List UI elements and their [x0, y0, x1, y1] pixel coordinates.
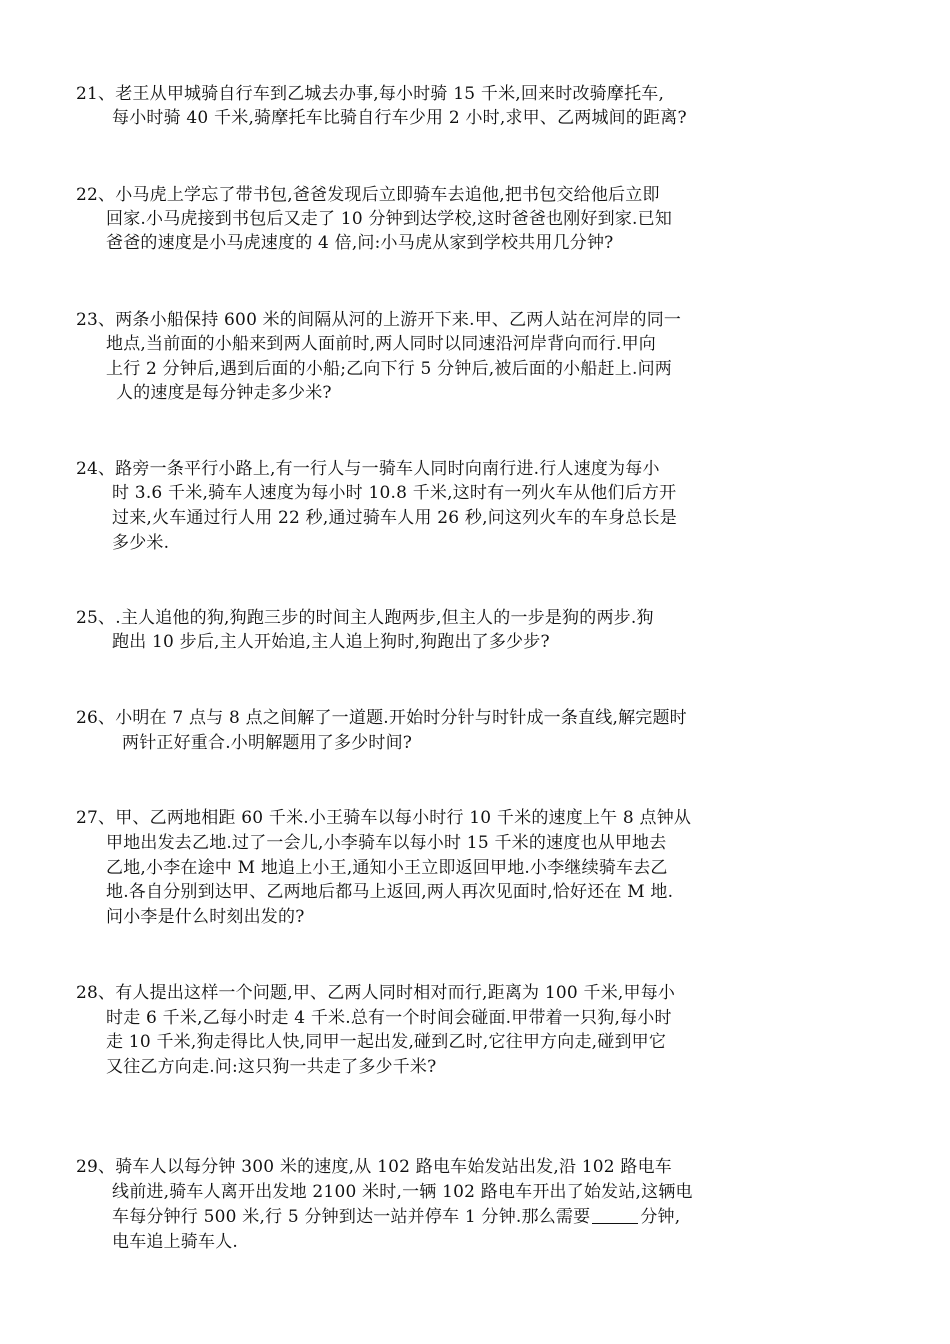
- problem-line: 27、甲、乙两地相距 60 千米.小王骑车以每小时行 10 千米的速度上午 8 点钟从: [76, 808, 692, 828]
- problem-line: 地点,当前面的小船来到两人面前时,两人同时以同速沿河岸背向而行.甲向: [106, 334, 657, 354]
- problem-line: 25、.主人追他的狗,狗跑三步的时间主人跑两步,但主人的一步是狗的两步.狗: [76, 608, 654, 628]
- problem-line: 23、两条小船保持 600 米的间隔从河的上游开下来.甲、乙两人站在河岸的同一: [76, 310, 682, 330]
- problem-line: 线前进,骑车人离开出发地 2100 米时,一辆 102 路电车开出了始发站,这辆电: [112, 1182, 693, 1202]
- problem-line: 走 10 千米,狗走得比人快,同甲一起出发,碰到乙时,它往甲方向走,碰到甲它: [106, 1032, 667, 1052]
- problem-line: 问小李是什么时刻出发的?: [106, 907, 305, 927]
- problem-line: 甲地出发去乙地.过了一会儿,小李骑车以每小时 15 千米的速度也从甲地去: [106, 833, 667, 853]
- problem-text: 车每分钟行 500 米,行 5 分钟到达一站并停车 1 分钟.那么需要: [112, 1207, 591, 1227]
- problem-line: 上行 2 分钟后,遇到后面的小船;乙向下行 5 分钟后,被后面的小船赶上.问两: [106, 359, 672, 379]
- problem-line: 人的速度是每分钟走多少米?: [116, 383, 332, 403]
- problem-line-with-blank: [112, 1205, 680, 1229]
- problem-line: 时走 6 千米,乙每小时走 4 千米.总有一个时间会碰面.甲带着一只狗,每小时: [106, 1008, 672, 1028]
- problem-line: 两针正好重合.小明解题用了多少时间?: [122, 733, 413, 753]
- problem-line: 又往乙方向走.问:这只狗一共走了多少千米?: [106, 1057, 437, 1077]
- problem-line: 28、有人提出这样一个问题,甲、乙两人同时相对而行,距离为 100 千米,甲每小: [76, 983, 676, 1003]
- problem-line: 24、路旁一条平行小路上,有一行人与一骑车人同时向南行进.行人速度为每小: [76, 459, 660, 479]
- problem-line: 26、小明在 7 点与 8 点之间解了一道题.开始时分针与时针成一条直线,解完题时: [76, 708, 687, 728]
- problem-line: 地.各自分别到达甲、乙两地后都马上返回,两人再次见面时,恰好还在 M 地.: [106, 882, 674, 902]
- problem-line: 电车追上骑车人.: [112, 1232, 239, 1252]
- problem-line: 每小时骑 40 千米,骑摩托车比骑自行车少用 2 小时,求甲、乙两城间的距离?: [112, 108, 687, 128]
- problem-line: 21、老王从甲城骑自行车到乙城去办事,每小时骑 15 千米,回来时改骑摩托车,: [76, 84, 665, 104]
- problem-line: 回家.小马虎接到书包后又走了 10 分钟到达学校,这时爸爸也刚好到家.已知: [106, 209, 673, 229]
- problem-text: 分钟,: [640, 1207, 681, 1227]
- problem-line: 跑出 10 步后,主人开始追,主人追上狗时,狗跑出了多少步?: [112, 632, 550, 652]
- problem-line: 多少米.: [112, 533, 170, 553]
- problem-line: 时 3.6 千米,骑车人速度为每小时 10.8 千米,这时有一列火车从他们后方开: [112, 483, 677, 503]
- problem-line: 29、骑车人以每分钟 300 米的速度,从 102 路电车始发站出发,沿 102 路电车: [76, 1157, 673, 1177]
- answer-blank[interactable]: [592, 1205, 638, 1224]
- problem-line: 爸爸的速度是小马虎速度的 4 倍,问:小马虎从家到学校共用几分钟?: [106, 233, 614, 253]
- problem-line: 乙地,小李在途中 M 地追上小王,通知小王立即返回甲地.小李继续骑车去乙: [106, 858, 668, 878]
- problem-line: 22、小马虎上学忘了带书包,爸爸发现后立即骑车去追他,把书包交给他后立即: [76, 185, 660, 205]
- problem-line: 过来,火车通过行人用 22 秒,通过骑车人用 26 秒,问这列火车的车身总长是: [112, 508, 677, 528]
